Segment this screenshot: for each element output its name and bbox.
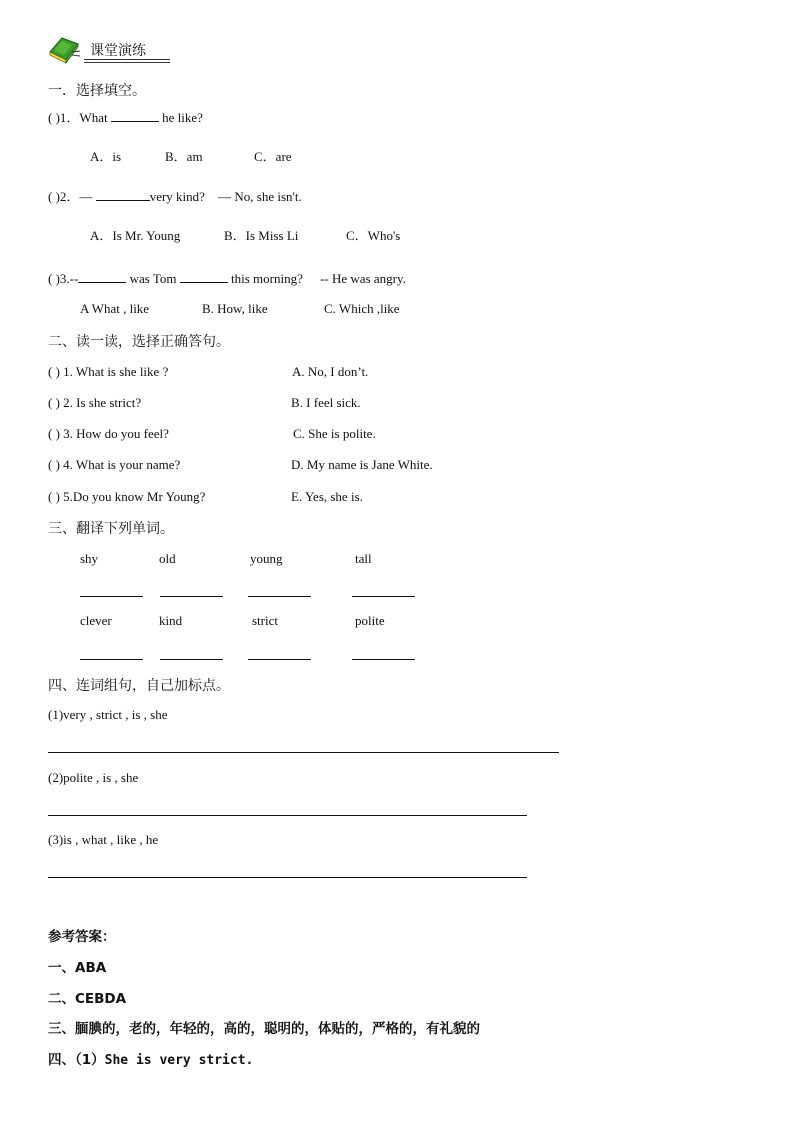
word-young: young — [250, 551, 283, 566]
q1-option-b: B．am — [165, 149, 203, 164]
q1-option-c: C．are — [254, 149, 292, 164]
answer-line[interactable] — [248, 659, 311, 660]
sentence-answer-line[interactable] — [48, 815, 527, 816]
q3-option-c: C. Which ,like — [324, 301, 400, 316]
sentence-answer-line[interactable] — [48, 752, 559, 753]
sentence-prompt-1: (1)very , strict , is , she — [48, 707, 168, 722]
answer-line[interactable] — [248, 596, 311, 597]
sentence-prompt-2: (2)polite , is , she — [48, 770, 139, 785]
match-answer-c: C. She is polite. — [293, 426, 376, 441]
match-question-2: ( ) 2. Is she strict? — [48, 395, 142, 410]
match-answer-d: D. My name is Jane White. — [291, 457, 433, 472]
q2-option-a: A．Is Mr. Young — [90, 228, 181, 243]
sentence-prompt-3: (3)is , what , like , he — [48, 832, 159, 847]
answer-section-3: 三、腼腆的，老的，年轻的，高的，聪明的，体贴的，严格的，有礼貌的 — [48, 1021, 480, 1037]
header-title: 课堂演练 — [90, 43, 146, 59]
section-3-title: 三、翻译下列单词。 — [48, 521, 174, 537]
fill-blank[interactable] — [96, 188, 150, 201]
book-stack-icon — [48, 34, 84, 64]
section-1-title: 一．选择填空。 — [48, 83, 146, 99]
match-question-4: ( ) 4. What is your name? — [48, 457, 181, 472]
answer-line[interactable] — [80, 596, 143, 597]
word-kind: kind — [159, 613, 183, 628]
word-clever: clever — [80, 613, 112, 628]
q3-option-b: B. How, like — [202, 301, 268, 316]
word-tall: tall — [355, 551, 372, 566]
fill-blank[interactable] — [180, 270, 228, 283]
question-3: ( )3.-- was Tom this morning? -- He was angry. — [48, 271, 406, 286]
match-question-3: ( ) 3. How do you feel? — [48, 426, 169, 441]
q3-option-a: A What , like — [80, 301, 150, 316]
header-underline-2 — [84, 62, 170, 63]
q1-option-a: A．is — [90, 149, 122, 164]
word-strict: strict — [252, 613, 278, 628]
question-1: ( )1．What he like? — [48, 110, 203, 125]
match-answer-b: B. I feel sick. — [291, 395, 361, 410]
section-2-title: 二、读一读，选择正确答句。 — [48, 334, 230, 350]
answers-title: 参考答案： — [48, 929, 116, 945]
match-answer-a: A. No, I don’t. — [292, 364, 369, 379]
match-answer-e: E. Yes, she is. — [291, 489, 363, 504]
answer-paren: ( ) — [48, 110, 60, 125]
match-question-5: ( ) 5.Do you know Mr Young? — [48, 489, 206, 504]
question-2: ( )2．— very kind? — No, she isn't. — [48, 189, 302, 204]
fill-blank[interactable] — [111, 109, 159, 122]
word-polite: polite — [355, 613, 385, 628]
answer-line[interactable] — [80, 659, 143, 660]
answer-paren: ( ) — [48, 189, 60, 204]
word-shy: shy — [80, 551, 99, 566]
answer-line[interactable] — [160, 596, 223, 597]
header-underline — [84, 59, 170, 60]
answer-section-1: 一、ABA — [48, 960, 107, 976]
q2-option-c: C．Who's — [346, 228, 401, 243]
match-question-1: ( ) 1. What is she like ? — [48, 364, 169, 379]
word-old: old — [159, 551, 176, 566]
sentence-answer-line[interactable] — [48, 877, 527, 878]
section-4-title: 四、连词组句，自己加标点。 — [48, 678, 230, 694]
fill-blank[interactable] — [78, 270, 126, 283]
answer-section-4: 四、（1）She is very strict. — [48, 1052, 254, 1068]
answer-line[interactable] — [160, 659, 223, 660]
q2-option-b: B．Is Miss Li — [224, 228, 299, 243]
answer-paren: ( ) — [48, 271, 60, 286]
answer-line[interactable] — [352, 659, 415, 660]
answer-line[interactable] — [352, 596, 415, 597]
answer-section-2: 二、CEBDA — [48, 991, 127, 1007]
section-header — [48, 34, 172, 64]
